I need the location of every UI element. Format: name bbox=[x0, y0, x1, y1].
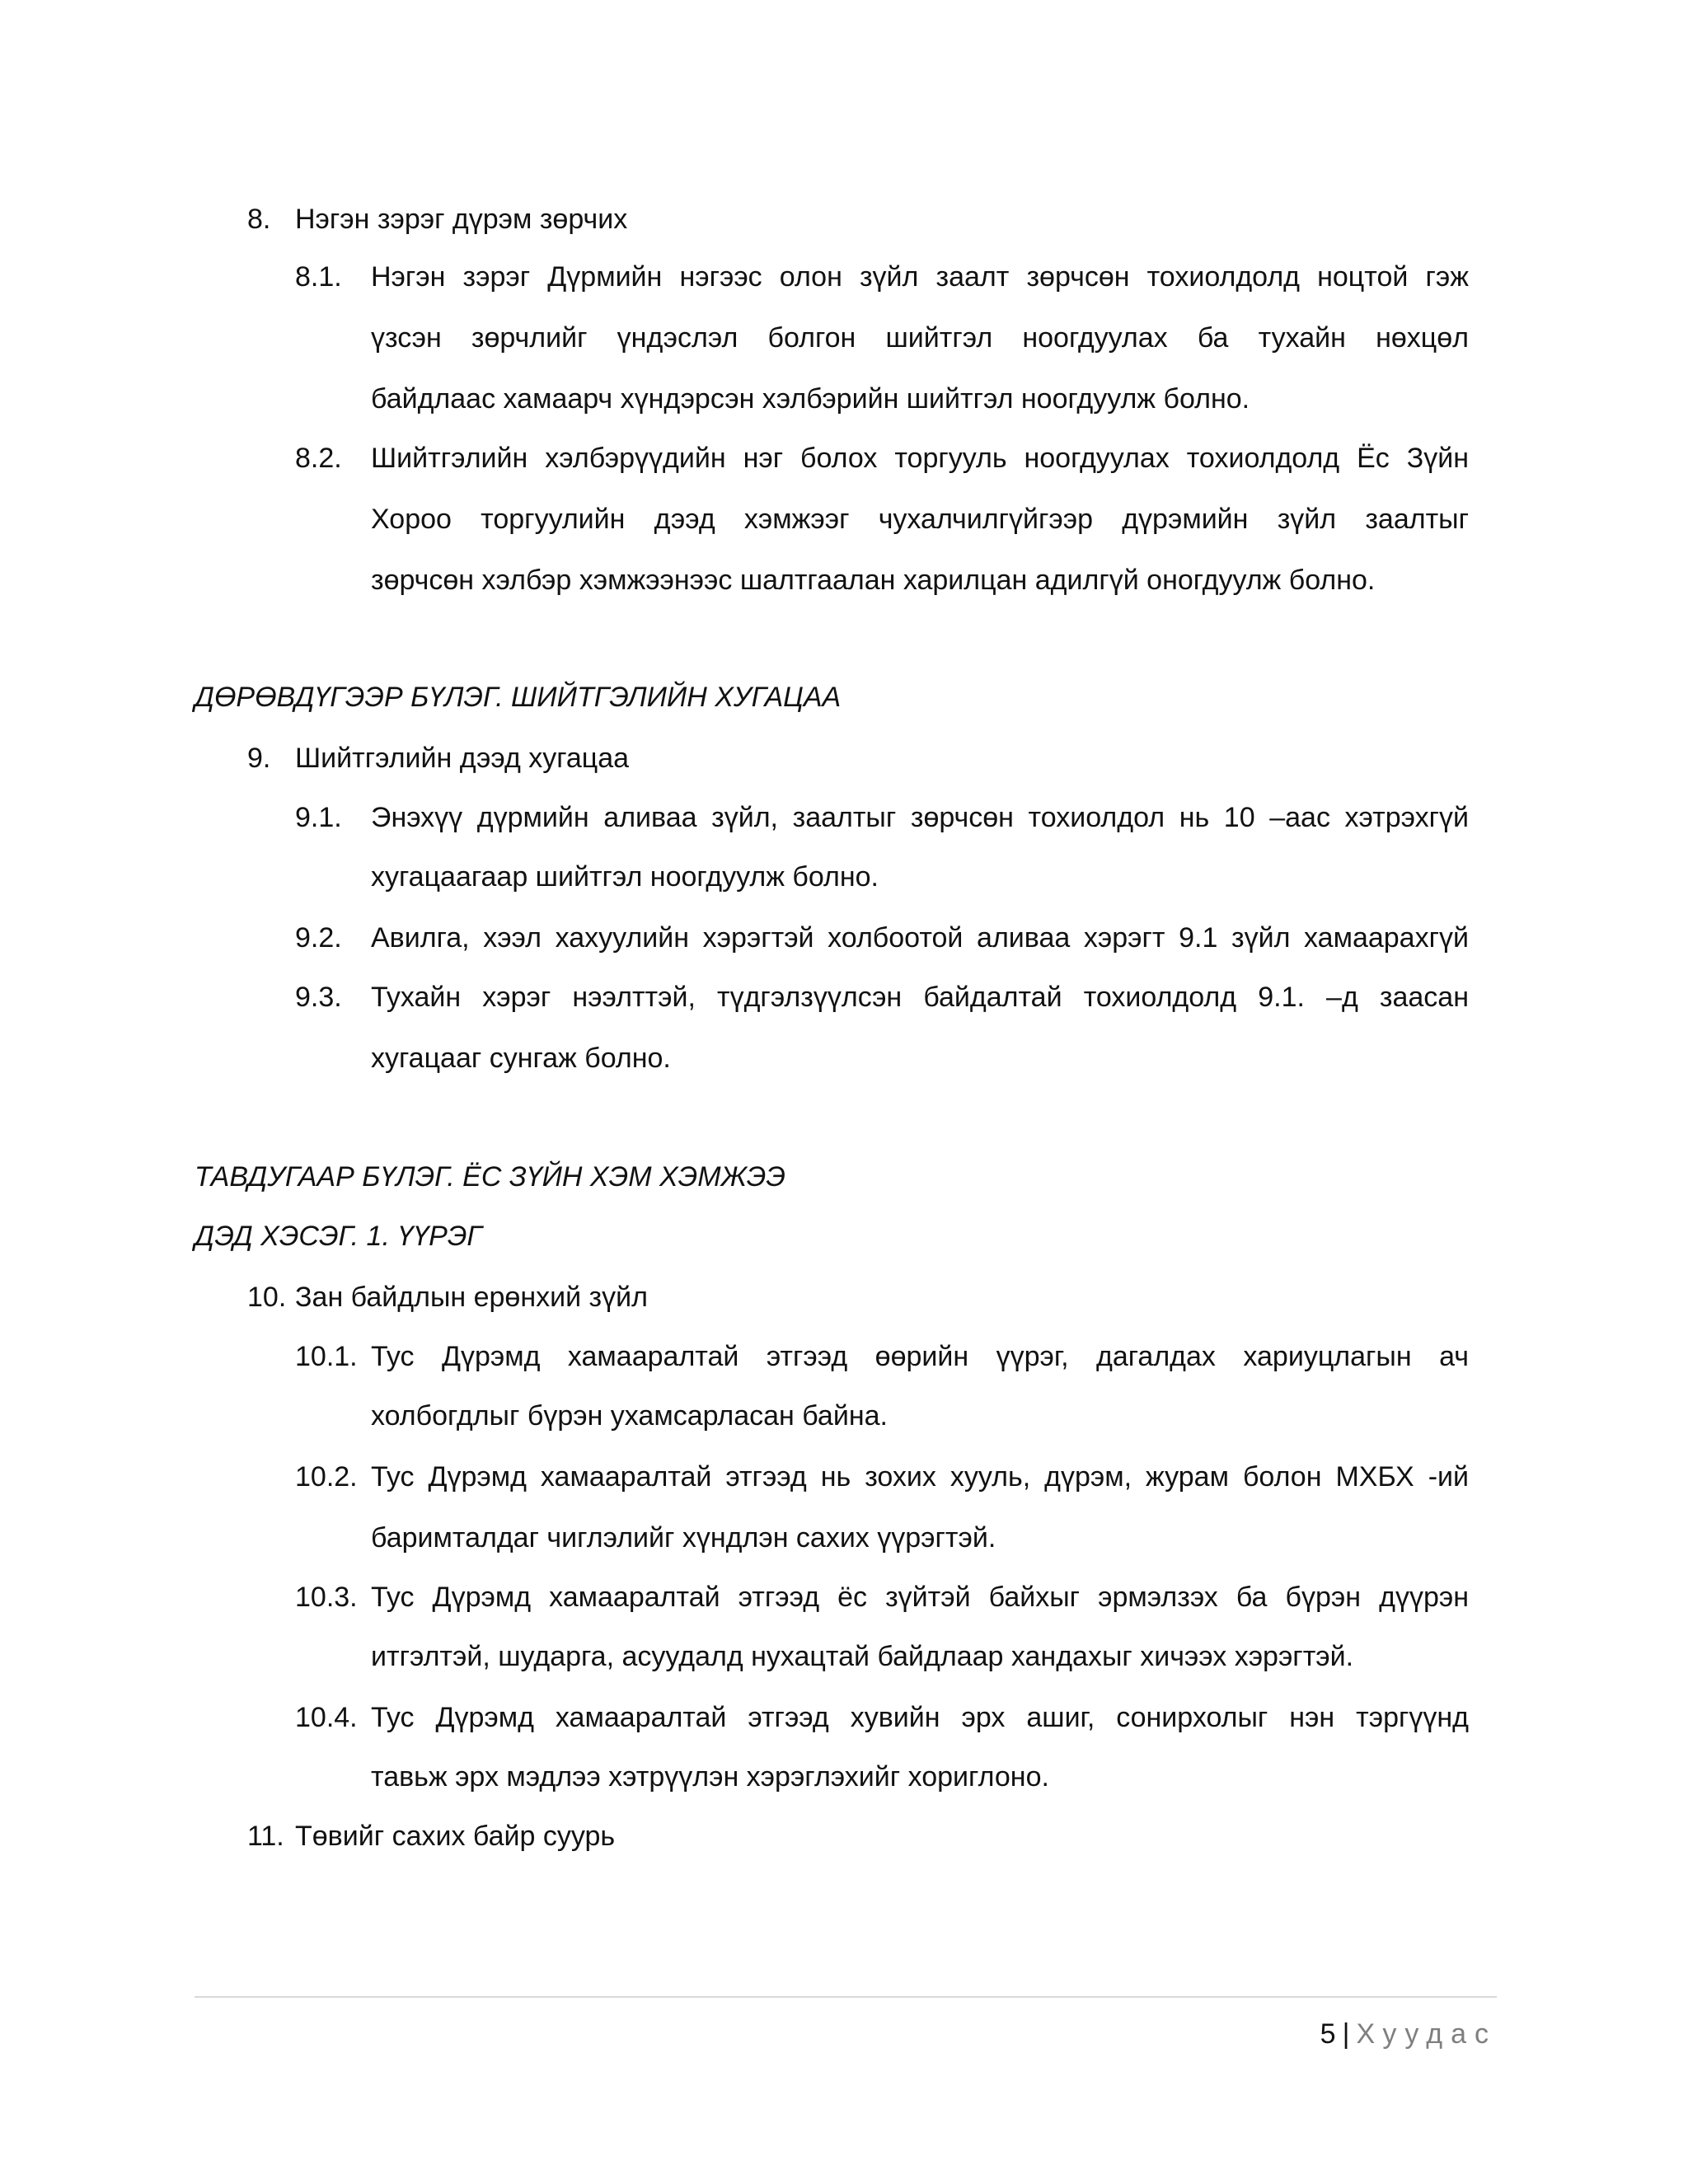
section-11-title: Төвийг сахих байр суурь bbox=[295, 1821, 616, 1852]
item-10-4-line-1: Тус Дүрэмд хамааралтай этгээд хувийн эрх ашиг, сонирхолыг нэн тэргүүнд bbox=[371, 1702, 1469, 1733]
item-9-1-line-1: Энэхүү дүрмийн аливаа зүйл, заалтыг зөрчсөн тохиолдол нь 10 –аас хэтрэхгүй bbox=[371, 802, 1469, 833]
item-9-3-number: 9.3. bbox=[295, 982, 342, 1013]
item-8-1-line-3: байдлаас хамаарч хүндэрсэн хэлбэрийн шийтгэл ноогдуулж болно. bbox=[371, 383, 1250, 415]
item-10-1-line-2: холбогдлыг бүрэн ухамсарласан байна. bbox=[371, 1400, 888, 1432]
item-9-2-line-1: Авилга, хээл хахуулийн хэрэгтэй холбоотой аливаа хэрэгт 9.1 зүйл хамаарахгүй bbox=[371, 922, 1469, 954]
item-8-2-line-3: зөрчсөн хэлбэр хэмжээнээс шалтгаалан харилцан адилгүй оногдуулж болно. bbox=[371, 565, 1376, 596]
item-10-2-line-2: баримталдаг чиглэлийг хүндлэн сахих үүрэгтэй. bbox=[371, 1522, 996, 1554]
item-10-3-line-1: Тус Дүрэмд хамааралтай этгээд ёс зүйтэй байхыг эрмэлзэх ба бүрэн дүүрэн bbox=[371, 1582, 1469, 1613]
section-8-title: Нэгэн зэрэг дүрэм зөрчих bbox=[295, 204, 628, 235]
section-9-number: 9. bbox=[247, 743, 271, 774]
item-8-2-line-1: Шийтгэлийн хэлбэрүүдийн нэг болох торгууль ноогдуулах тохиолдолд Ёс Зүйн bbox=[371, 443, 1469, 474]
item-9-3-line-1: Тухайн хэрэг нээлттэй, түдгэлзүүлсэн байдалтай тохиолдолд 9.1. –д заасан bbox=[371, 982, 1469, 1013]
item-10-2-number: 10.2. bbox=[295, 1461, 358, 1493]
item-8-2-number: 8.2. bbox=[295, 443, 342, 474]
item-10-4-number: 10.4. bbox=[295, 1702, 358, 1733]
chapter-4-heading: ДӨРӨВДҮГЭЭР БҮЛЭГ. ШИЙТГЭЛИЙН ХУГАЦАА bbox=[195, 682, 842, 713]
item-9-1-line-2: хугацаагаар шийтгэл ноогдуулж болно. bbox=[371, 861, 879, 893]
item-9-2-number: 9.2. bbox=[295, 922, 342, 954]
item-10-4-line-2: тавьж эрх мэдлээ хэтрүүлэн хэрэглэхийг хориглоно. bbox=[371, 1761, 1049, 1793]
item-10-1-line-1: Тус Дүрэмд хамааралтай этгээд өөрийн үүрэг, дагалдах хариуцлагын ач bbox=[371, 1341, 1469, 1372]
item-10-3-number: 10.3. bbox=[295, 1582, 358, 1613]
chapter-5-heading: ТАВДУГААР БҮЛЭГ. ЁС ЗҮЙН ХЭМ ХЭМЖЭЭ bbox=[195, 1161, 785, 1193]
item-8-1-line-1: Нэгэн зэрэг Дүрмийн нэгээс олон зүйл заалт зөрчсөн тохиолдолд ноцтой гэж bbox=[371, 261, 1469, 293]
item-9-3-line-2: хугацааг сунгаж болно. bbox=[371, 1043, 671, 1074]
item-10-1-number: 10.1. bbox=[295, 1341, 358, 1372]
section-10-title: Зан байдлын ерөнхий зүйл bbox=[295, 1282, 648, 1313]
section-8-number: 8. bbox=[247, 204, 271, 235]
section-10-number: 10. bbox=[247, 1282, 287, 1313]
item-8-1-number: 8.1. bbox=[295, 261, 342, 293]
footer-page-label: Хуудас bbox=[1356, 2018, 1497, 2050]
chapter-5-subheading: ДЭД ХЭСЭГ. 1. ҮҮРЭГ bbox=[195, 1221, 482, 1252]
section-9-title: Шийтгэлийн дээд хугацаа bbox=[295, 743, 630, 774]
footer-divider bbox=[195, 1996, 1497, 1998]
item-10-2-line-1: Тус Дүрэмд хамааралтай этгээд нь зохих хууль, дүрэм, журам болон МХБХ -ий bbox=[371, 1461, 1469, 1493]
item-8-2-line-2: Хороо торгуулийн дээд хэмжээг чухалчилгүйгээр дүрэмийн зүйл заалтыг bbox=[371, 504, 1469, 535]
footer-separator: | bbox=[1342, 2018, 1350, 2050]
item-10-3-line-2: итгэлтэй, шударга, асуудалд нухацтай байдлаар хандахыг хичээх хэрэгтэй. bbox=[371, 1641, 1354, 1672]
page-number: 5 bbox=[1320, 2018, 1336, 2050]
item-8-1-line-2: үзсэн зөрчлийг үндэслэл болгон шийтгэл ноогдуулах ба тухайн нөхцөл bbox=[371, 322, 1469, 354]
page-footer bbox=[1320, 2016, 1497, 2052]
item-9-1-number: 9.1. bbox=[295, 802, 342, 833]
section-11-number: 11. bbox=[247, 1821, 284, 1852]
